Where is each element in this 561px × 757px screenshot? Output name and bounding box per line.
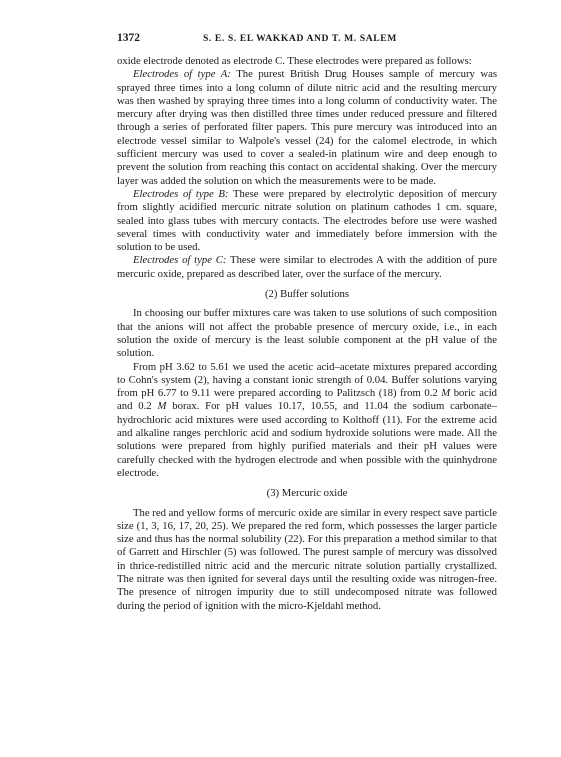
page-number: 1372 (117, 32, 140, 44)
type-b-label: Electrodes of type B: (133, 187, 229, 200)
molar-symbol: M (441, 387, 451, 400)
type-a-text: The purest British Drug Houses sample of mercury was sprayed three times into a long column of dilute nitric acid and the resulting mercury was then washed by spraying three times into a long column of conductivity water. The mercury after drying was then distilled three times under reduced pressure and filtered through a series of perforated filter papers. This pure mercury was introduced into an electrode vessel similar to Walpole's vessel (24) for the calomel electrode, in which sufficient mercury was used to cover a sealed-in platinum wire and deep enough to prevent the solution from reaching this contact on accidental shaking. Over the mercury layer was added the solution on which the measurements were to be made. (117, 68, 497, 187)
paragraph-buffer-choice: In choosing our buffer mixtures care was taken to use solutions of such composition that the anions will not affect the probable presence of mercury oxide, i.e., in each solution the oxide of mercury is the least soluble component at the pH value of the solution. (117, 307, 497, 360)
paragraph-type-a (117, 68, 497, 188)
paragraph-electrode-c-intro: oxide electrode denoted as electrode C. These electrodes were prepared as follows: (117, 55, 472, 67)
type-c-text: These were similar to electrodes A with the addition of pure mercuric oxide, prepared as described later, over the surface of the mercury. (117, 254, 498, 280)
type-a-label: Electrodes of type A: (133, 68, 231, 81)
type-b-text: These were prepared by electrolytic deposition of mercury from slightly acidified mercuric nitrate solution on platinum cathodes 1 cm. square, sealed into glass tubes with mercury contacts. The electrodes before use were washed several times with conductivity water and immediately before immersion with the solution to be used. (117, 187, 497, 254)
running-head: S. E. S. EL WAKKAD AND T. M. SALEM (203, 33, 397, 44)
section-heading-buffer-solutions: (2) Buffer solutions (264, 288, 350, 301)
paragraph-buffer-ranges (117, 361, 497, 481)
paragraph-type-c (117, 254, 497, 281)
buffer-text-a: From pH 3.62 to 5.61 we used the acetic acid–acetate mixtures prepared according to Cohn's system (2), having a constant ionic strength of 0.04. Buffer solutions varying from pH 6.77 to 9.11 were prepared according to Palitzsch (18) from 0.2 (117, 360, 497, 400)
molar-symbol: M (157, 400, 167, 413)
paragraph-mercuric-oxide: The red and yellow forms of mercuric oxide are similar in every respect save particle size (1, 3, 16, 17, 20, 25). We prepared the red form, which possesses the larger particle size and thus has the normal solubility (22). For this preparation a method similar to that of Garrett and Hirschler (5) was followed. The purest sample of mercury was dissolved in thrice-redistilled nitric acid and the mercuric nitrate solution partially crystallized. The nitrate was then ignited for several days until the resulting oxide was nitrogen-free. The presence of nitrogen impurity due to still undecomposed nitrate was followed during the period of ignition with the micro-Kjeldahl method. (117, 506, 497, 612)
buffer-text-b: boric acid and 0.2 (117, 387, 498, 413)
type-c-label: Electrodes of type C: (133, 254, 227, 267)
body-text (117, 55, 497, 613)
section-heading-mercuric-oxide: (3) Mercuric oxide (266, 487, 348, 500)
buffer-text-c: borax. For pH values 10.17, 10.55, and 11.04 the sodium carbonate–hydrochloric acid mixtures were used according to Kolthoff (11). For the extreme acid and alkaline ranges perchloric acid and sodium hydroxide solutions were made. All the solutions were prepared from highly purified materials and their pH values were carefully checked with the hydrogen electrode and when possible with the quinhydrone electrode. (117, 400, 497, 479)
page-header (117, 32, 497, 48)
paragraph-type-b (117, 188, 497, 254)
